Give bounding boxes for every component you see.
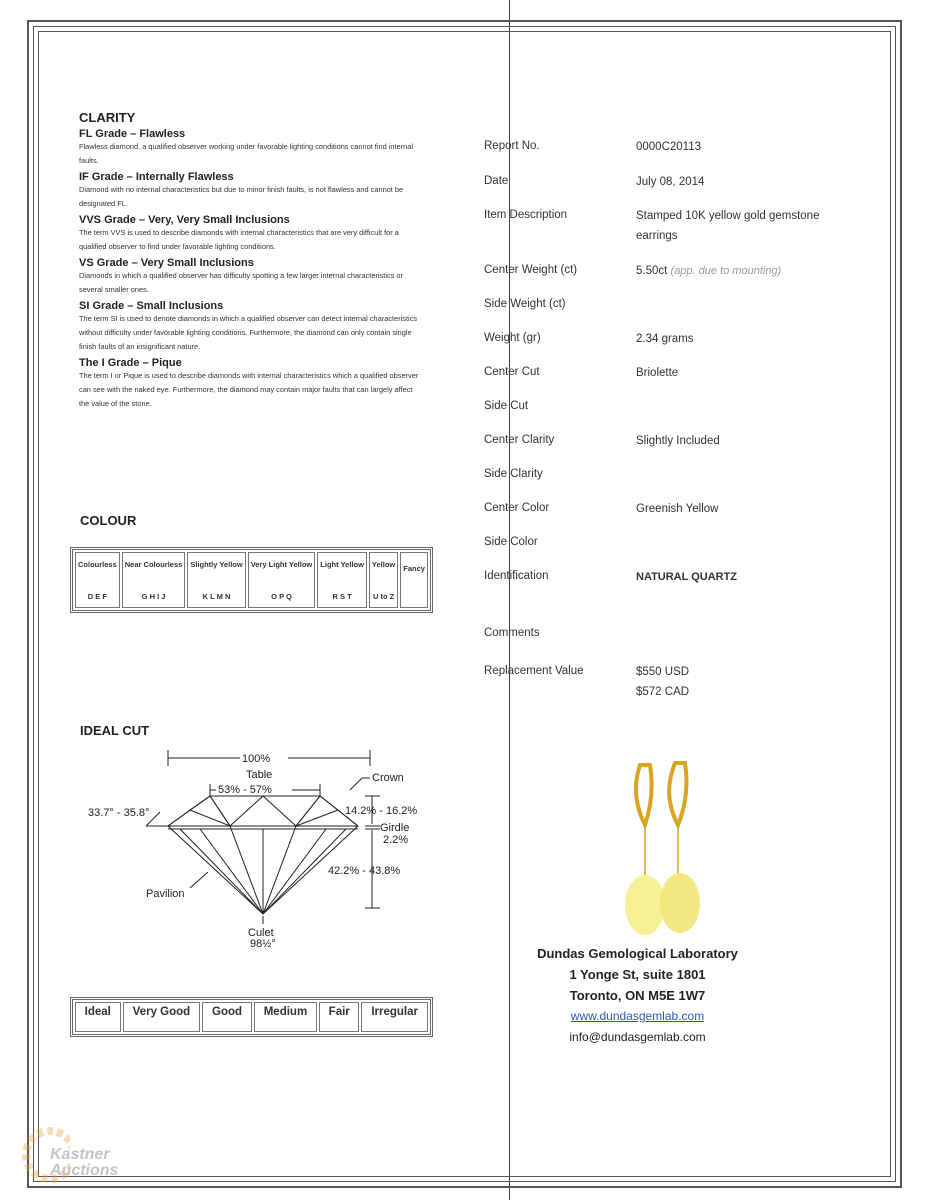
earrings-photo <box>600 755 740 940</box>
colour-cell <box>400 552 428 608</box>
colour-grades: G H I J <box>141 591 166 601</box>
report-value-text: Stamped 10K yellow gold gemstone earrings <box>636 210 820 242</box>
colour-cell <box>248 552 316 608</box>
report-value <box>636 662 856 702</box>
clarity-title: CLARITY <box>79 110 136 125</box>
cut-grade-cell: Medium <box>254 1002 317 1032</box>
report-label: Comments <box>484 627 540 639</box>
cut-grade-table <box>70 997 433 1037</box>
colour-name: Yellow <box>371 559 396 569</box>
cut-grade-cell: Good <box>202 1002 251 1032</box>
colour-cell <box>187 552 245 608</box>
colour-name: Fancy <box>403 564 425 573</box>
culet-angle-label: 98½° <box>250 938 276 950</box>
report-value-text: 0000C20113 <box>636 141 702 153</box>
colour-cell <box>369 552 398 608</box>
report-value-text: Briolette <box>636 367 679 379</box>
report-value <box>636 363 856 383</box>
report-value-text: $550 USD <box>636 666 690 678</box>
lab-info <box>520 943 755 1048</box>
colour-name: Very Light Yellow <box>250 559 313 569</box>
report-value <box>636 172 856 192</box>
colour-name: Slightly Yellow <box>190 559 243 569</box>
girdle-label: Girdle <box>380 822 410 834</box>
report-label: Side Clarity <box>484 468 543 480</box>
colour-name: Colourless <box>78 559 117 569</box>
clarity-section <box>79 110 424 411</box>
grade-description: The term VVS is used to describe diamonds with internal characteristics that are very difficult for a qualified observer to find under favorable lighting conditions. <box>79 228 399 251</box>
report-label: Center Clarity <box>484 434 555 446</box>
crown-label: Crown <box>372 772 404 784</box>
ideal-cut-title: IDEAL CUT <box>80 723 150 738</box>
lab-address-1: 1 Yonge St, suite 1801 <box>569 967 706 982</box>
grade-description: Flawless diamond, a qualified observer working under favorable lighting conditions cannot find internal faults. <box>79 142 414 165</box>
report-value <box>636 499 856 519</box>
report-label: Side Cut <box>484 400 529 412</box>
colour-table <box>70 547 433 613</box>
grade-description: Diamonds in which a qualified observer has difficulty spotting a few larger internal characteristics or several smaller ones. <box>79 271 403 294</box>
report-label: Item Description <box>484 209 568 221</box>
grade-heading: The I Grade – Pique <box>79 357 182 369</box>
girdle-pct-label: 2.2% <box>383 834 409 846</box>
report-value <box>636 206 856 246</box>
report-label: Center Weight (ct) <box>484 264 578 276</box>
colour-grades: K L M N <box>202 591 231 601</box>
report-value-text: July 08, 2014 <box>636 176 705 188</box>
grade-heading: FL Grade – Flawless <box>79 128 186 140</box>
grade-heading: IF Grade – Internally Flawless <box>79 171 234 183</box>
cut-grade-cell: Very Good <box>123 1002 201 1032</box>
report-label: Center Cut <box>484 366 540 378</box>
cut-grade-cell: Ideal <box>75 1002 121 1032</box>
grade-description: The term SI is used to denote diamonds in which a qualified observer can detect internal characteristics without difficulty under favorable lighting conditions. Furthermore, the diamond can only contain single finish faults of an insignificant nature. <box>79 314 418 351</box>
report-label: Side Color <box>484 536 538 548</box>
report-value-text: NATURAL QUARTZ <box>636 571 738 583</box>
colour-cell <box>317 552 367 608</box>
colour-name: Near Colourless <box>124 559 183 569</box>
report-label: Report No. <box>484 140 540 152</box>
culet-label: Culet <box>248 927 274 939</box>
colour-title: COLOUR <box>80 513 137 528</box>
report-label: Identification <box>484 570 549 582</box>
colour-grades: R S T <box>332 591 352 601</box>
watermark-text: Kastner Auctions <box>50 1146 119 1179</box>
pavilion-depth-label: 42.2% - 43.8% <box>328 865 401 877</box>
colour-cell <box>75 552 120 608</box>
lab-website-link[interactable]: www.dundasgemlab.com <box>570 1009 705 1023</box>
table-range-label: 53% - 57% <box>218 784 272 796</box>
grade-description: Diamond with no internal characteristics but due to minor finish faults, is not flawless and cannot be designated FL. <box>79 185 404 208</box>
colour-grades: D E F <box>87 591 107 601</box>
report-label: Center Color <box>484 502 550 514</box>
grade-heading: VS Grade – Very Small Inclusions <box>79 257 254 269</box>
colour-name: Light Yellow <box>320 559 364 569</box>
crown-height-label: 14.2% - 16.2% <box>345 805 418 817</box>
report-value-text: 2.34 grams <box>636 333 694 345</box>
report-value-2: $572 CAD <box>636 686 690 698</box>
grade-description: The term I or Pique is used to describe diamonds with internal characteristics which a qualified observer can see with the naked eye. Furthermore, the diamond may contain major faults that can largely affect the value of the stone. <box>79 371 419 408</box>
report-value <box>636 261 856 281</box>
lab-address-2: Toronto, ON M5E 1W7 <box>569 988 706 1003</box>
report-value <box>636 137 856 157</box>
lab-email: info@dundasgemlab.com <box>569 1030 706 1044</box>
colour-grades: O P Q <box>271 591 292 601</box>
report-value-text: Greenish Yellow <box>636 503 719 515</box>
total-width-label: 100% <box>242 753 271 765</box>
report-value <box>636 329 856 349</box>
report-label: Replacement Value <box>484 665 584 677</box>
crown-angle-label: 33.7° - 35.8° <box>88 807 150 819</box>
colour-grades: U to Z <box>372 591 395 601</box>
ideal-cut-diagram <box>80 740 440 950</box>
report-value-text: 5.50ct <box>636 265 668 277</box>
report-label: Side Weight (ct) <box>484 298 566 310</box>
report-value-note: (app. due to mounting) <box>670 265 782 277</box>
report-value-text: Slightly Included <box>636 435 720 447</box>
report-value <box>636 567 856 587</box>
colour-cell <box>122 552 186 608</box>
table-label: Table <box>246 769 273 781</box>
lab-name: Dundas Gemological Laboratory <box>537 946 738 961</box>
pavilion-label: Pavilion <box>146 888 185 900</box>
report-label: Date <box>484 175 509 187</box>
cut-grade-cell: Fair <box>319 1002 359 1032</box>
grade-heading: SI Grade – Small Inclusions <box>79 300 224 312</box>
grade-heading: VVS Grade – Very, Very Small Inclusions <box>79 214 290 226</box>
report-label: Weight (gr) <box>484 332 541 344</box>
cut-grade-cell: Irregular <box>361 1002 428 1032</box>
watermark-logo <box>10 1115 140 1195</box>
report-value <box>636 431 856 451</box>
fold-line <box>509 0 510 1200</box>
